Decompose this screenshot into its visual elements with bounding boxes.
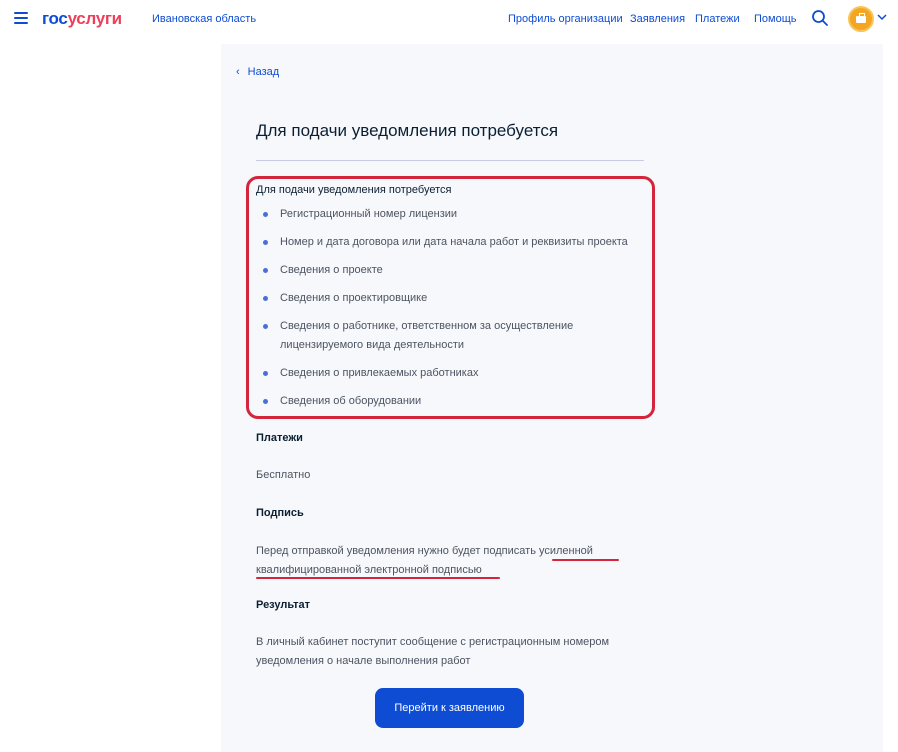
page-title: Для подачи уведомления потребуется [256, 121, 559, 140]
signature-heading: Подпись [256, 507, 304, 519]
result-heading: Результат [256, 599, 311, 611]
back-link[interactable] [236, 66, 279, 78]
logo-text-uslugi: услуги [67, 9, 122, 28]
list-item: Сведения о проекте [263, 261, 653, 280]
go-to-application-button[interactable]: Перейти к заявлению [375, 688, 524, 728]
chevron-down-icon[interactable] [877, 13, 887, 21]
bullet-icon [263, 240, 268, 245]
back-label: Назад [247, 66, 280, 78]
list-item: Регистрационный номер лицензии [263, 205, 653, 224]
bullet-icon [263, 212, 268, 217]
list-item: Сведения о проектировщике [263, 289, 653, 308]
top-header [0, 0, 898, 40]
annotation-underline [256, 577, 500, 579]
payments-heading: Платежи [256, 432, 303, 444]
burger-menu-icon[interactable] [14, 12, 28, 24]
signature-text: Перед отправкой уведомления нужно будет подписать усиленной квалифицированной электронной подписью [256, 545, 593, 576]
result-text: В личный кабинет поступит сообщение с регистрационным номером уведомления о начале выполнения работ [256, 636, 610, 667]
region-selector[interactable]: Ивановская область [152, 13, 257, 25]
list-item: Номер и дата договора или дата начала работ и реквизиты проекта [263, 233, 653, 252]
logo-text-gos: гос [42, 9, 68, 28]
annotation-underline [552, 559, 619, 561]
avatar[interactable] [848, 6, 874, 32]
nav-payments[interactable]: Платежи [695, 13, 740, 25]
briefcase-icon [856, 16, 866, 23]
gosuslugi-logo[interactable] [42, 9, 122, 29]
nav-applications[interactable]: Заявления [630, 13, 686, 25]
chevron-left-icon: ‹ [236, 66, 240, 78]
payments-text: Бесплатно [256, 469, 311, 481]
bullet-icon [263, 296, 268, 301]
list-item: Сведения об оборудовании [263, 392, 653, 411]
bullet-icon [263, 268, 268, 273]
title-divider [256, 160, 644, 161]
list-item: Сведения о привлекаемых работниках [263, 364, 653, 383]
nav-help[interactable]: Помощь [754, 13, 797, 25]
bullet-icon [263, 324, 268, 329]
bullet-icon [263, 399, 268, 404]
nav-organization-profile[interactable]: Профиль организации [508, 13, 623, 25]
requirements-heading: Для подачи уведомления потребуется [256, 184, 452, 196]
bullet-icon [263, 371, 268, 376]
search-icon[interactable] [811, 9, 829, 27]
list-item: Сведения о работнике, ответственном за осуществление лицензируемого вида деятельности [263, 317, 603, 355]
